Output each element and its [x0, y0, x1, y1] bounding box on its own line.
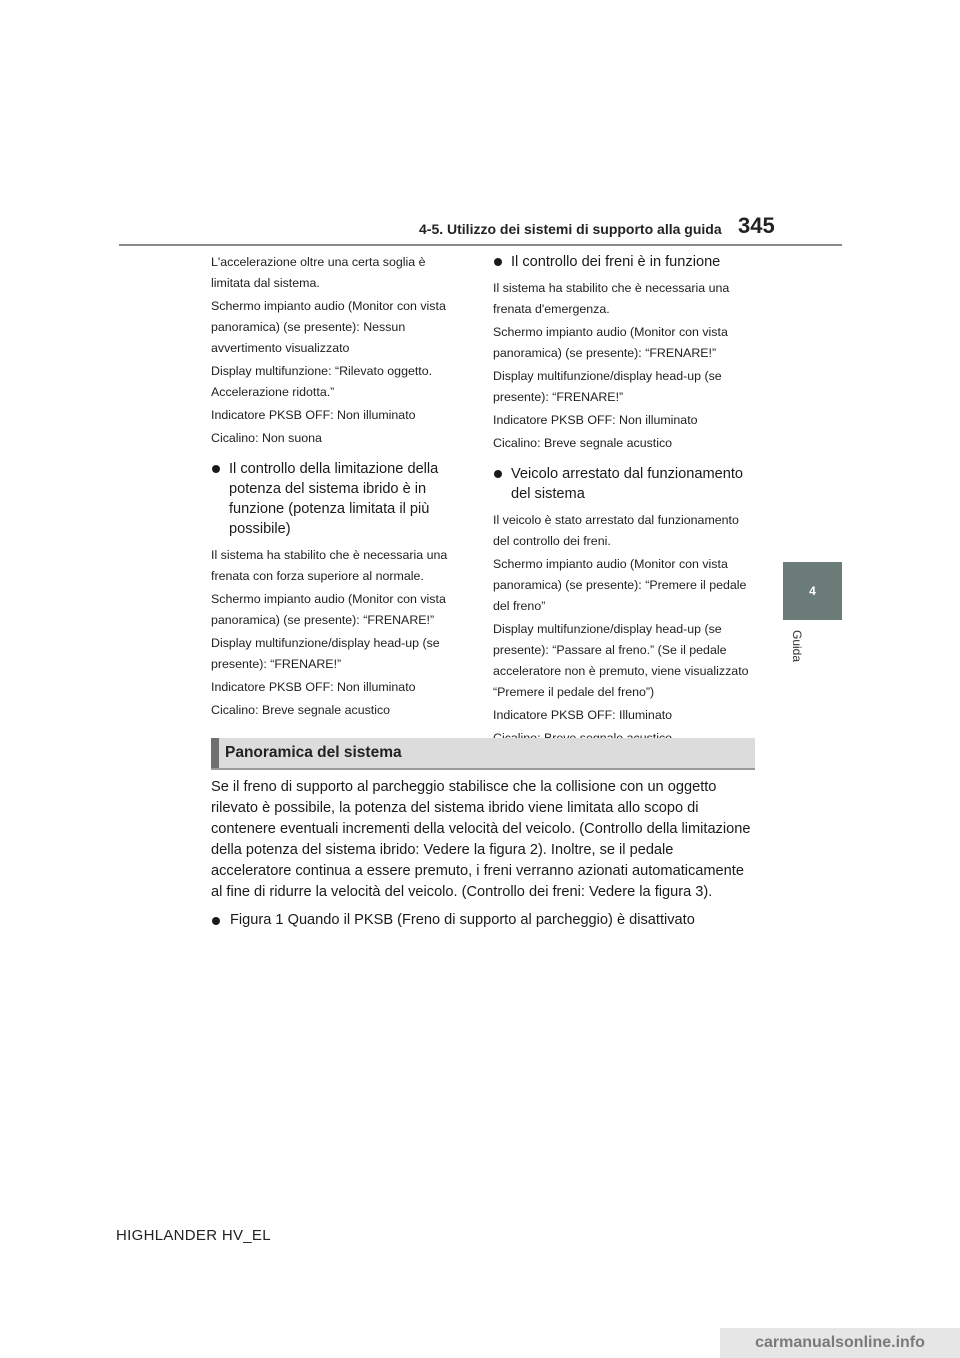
chapter-number: 4 [809, 584, 816, 598]
left-intro-line: Indicatore PKSB OFF: Non illuminato [211, 408, 416, 422]
right-column [493, 252, 749, 749]
section-heading-text: Veicolo arrestato dal funzionamento del sistema [511, 466, 744, 502]
section-accent [211, 738, 219, 768]
overview-section-bar [211, 738, 755, 770]
section-item: Schermo impianto audio (Monitor con vista panoramica) (se presente): “FRENARE!” [211, 592, 446, 627]
left-column [211, 252, 467, 721]
section-item: Display multifunzione/display head-up (se presente): “FRENARE!” [493, 369, 722, 404]
section-heading-text: Il controllo della limitazione della potenza del sistema ibrido è in funzione (potenza limitata il più possibile) [229, 461, 439, 537]
section-item: Indicatore PKSB OFF: Non illuminato [493, 413, 698, 427]
figure-item [211, 910, 790, 931]
section-heading [211, 459, 467, 539]
section-heading [493, 464, 749, 504]
page-number: 345 [738, 213, 775, 238]
watermark-link[interactable]: carmanualsonline.info [720, 1328, 960, 1358]
section-item: Indicatore PKSB OFF: Illuminato [493, 708, 673, 722]
section-heading [493, 252, 749, 272]
section-item: Display multifunzione/display head-up (se presente): “FRENARE!” [211, 636, 440, 671]
left-intro-line: Cicalino: Non suona [211, 431, 322, 445]
section-item: Schermo impianto audio (Monitor con vista panoramica) (se presente): “FRENARE!” [493, 325, 728, 360]
left-intro-line: L'accelerazione oltre una certa soglia è limitata dal sistema. [211, 255, 426, 290]
section-item: Schermo impianto audio (Monitor con vista panoramica) (se presente): “Premere il pedale del freno” [493, 557, 747, 613]
bullet-icon [212, 465, 220, 473]
header-rule [119, 244, 842, 246]
overview-paragraph: Se il freno di supporto al parcheggio stabilisce che la collisione con un oggetto rilevato è possibile, la potenza del sistema ibrido viene limitata allo scopo di contenere eventuali incrementi della velocità del veicolo. (Controllo della limitazione della potenza del sistema ibrido: Vedere la figura 2). Inoltre, se il pedale acceleratore continua a essere premuto, i freni verranno azionati automaticamente al fine di ridurre la velocità del veicolo. (Controllo dei freni: Vedere la figura 3). [211, 779, 751, 900]
left-intro-line: Display multifunzione: “Rilevato oggetto. Accelerazione ridotta.” [211, 364, 433, 399]
section-item: Il sistema ha stabilito che è necessaria una frenata con forza superiore al normale. [211, 548, 448, 583]
section-heading-text: Il controllo dei freni è in funzione [511, 254, 721, 270]
section-item: Il sistema ha stabilito che è necessaria una frenata d'emergenza. [493, 281, 730, 316]
figure-item-text: Figura 1 Quando il PKSB (Freno di supporto al parcheggio) è disattivato [230, 912, 695, 928]
section-item: Display multifunzione/display head-up (se presente): “Passare al freno.” (Se il pedale acceleratore non è premuto, viene visualizzato “Premere il pedale del freno”) [493, 622, 749, 699]
chapter-label: Guida [790, 630, 804, 663]
section-item: Cicalino: Breve segnale acustico [211, 703, 391, 717]
overview-title: Panoramica del sistema [225, 744, 402, 761]
section-item: Indicatore PKSB OFF: Non illuminato [211, 680, 416, 694]
header-title: 4-5. Utilizzo dei sistemi di supporto alla guida [419, 221, 722, 237]
bullet-icon [212, 917, 220, 925]
section-item: Cicalino: Breve segnale acustico [493, 436, 673, 450]
left-intro-line: Schermo impianto audio (Monitor con vista panoramica) (se presente): Nessun avvertimento visualizzato [211, 299, 446, 355]
bullet-icon [494, 258, 502, 266]
section-item: Il veicolo è stato arrestato dal funzionamento del controllo dei freni. [493, 513, 739, 548]
footer-model: HIGHLANDER HV_EL [116, 1227, 271, 1244]
bullet-icon [494, 470, 502, 478]
chapter-tab [783, 562, 842, 620]
